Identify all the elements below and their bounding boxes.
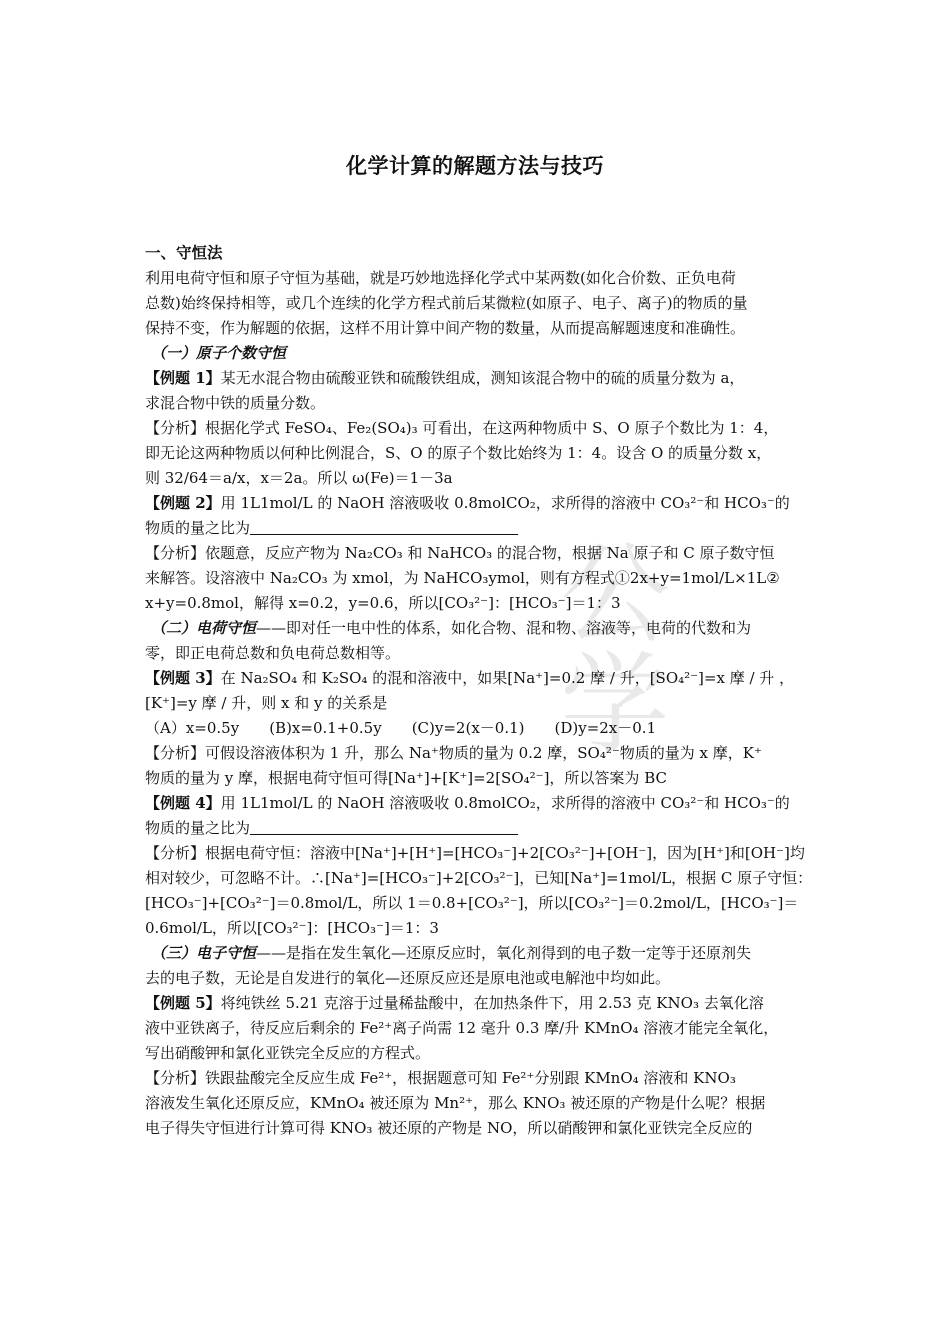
subsection-3-line-2: 去的电子数，无论是自发进行的氧化—还原反应还是原电池或电解池中均如此。 <box>145 969 671 987</box>
example-tag: 【例题 5】 <box>145 994 221 1012</box>
example-text: 物质的量之比为 <box>145 519 251 537</box>
example-tag: 【例题 1】 <box>145 369 221 387</box>
example-tag: 【例题 3】 <box>145 669 221 687</box>
example-5 <box>145 991 813 1016</box>
answer-blank <box>250 820 518 835</box>
intro-line-2: 总数)始终保持相等，或几个连续的化学方程式前后某微粒(如原子、电子、离子)的物质的量 <box>145 294 748 312</box>
subsection-text: ——是指在发生氧化—还原反应时，氧化剂得到的电子数一定等于还原剂失 <box>256 944 752 962</box>
analysis-tag: 【分析】 <box>145 844 206 862</box>
watermark-glyph: 公 学 <box>560 531 670 769</box>
analysis-4-line-4: 0.6mol/L，所以[CO₃²⁻]：[HCO₃⁻]＝1：3 <box>145 919 439 937</box>
example-text: 在 Na₂SO₄ 和 K₂SO₄ 的混和溶液中，如果[Na⁺]=0.2 摩 / 升，[SO₄²⁻]=x 摩 / 升 ， <box>220 669 795 687</box>
example-3 <box>145 666 813 691</box>
subsection-2-line-2: 零，即正电荷总数和负电荷总数相等。 <box>145 644 401 662</box>
example-2-line-2 <box>145 516 813 541</box>
answer-blank <box>250 520 518 535</box>
document-body <box>145 241 813 1141</box>
analysis-3 <box>145 741 813 766</box>
subsection-heading-2: （二）电荷守恒 <box>151 619 257 637</box>
example-text: 物质的量之比为 <box>145 819 251 837</box>
subsection-heading-1: （一）原子个数守恒 <box>151 344 287 362</box>
example-text: 用 1L1mol/L 的 NaOH 溶液吸收 0.8molCO₂，求所得的溶液中 CO₃²⁻和 HCO₃⁻的 <box>220 794 790 812</box>
example-1-line-2: 求混合物中铁的质量分数。 <box>145 394 326 412</box>
example-text: 某无水混合物由硫酸亚铁和硫酸铁组成，测知该混合物中的硫的质量分数为 a， <box>220 369 745 387</box>
subsection-2 <box>145 616 813 641</box>
analysis-4-line-2: 相对较少，可忽略不计。∴[Na⁺]=[HCO₃⁻]+2[CO₃²⁻]，已知[Na⁺]=1mol/L，根据 C 原子守恒： <box>145 869 813 887</box>
analysis-1 <box>145 416 813 441</box>
analysis-4 <box>145 841 813 866</box>
page-title: 化学计算的解题方法与技巧 <box>346 154 604 178</box>
example-5-line-3: 写出硝酸钾和氯化亚铁完全反应的方程式。 <box>145 1044 431 1062</box>
analysis-1-line-2: 即无论这两种物质以何种比例混合，S、O 的原子个数比始终为 1：4。设含 O 的质量分数 x， <box>145 444 772 462</box>
subsection-text: ——即对任一电中性的体系，如化合物、混和物、溶液等，电荷的代数和为 <box>256 619 752 637</box>
analysis-4-line-3: [HCO₃⁻]+[CO₃²⁻]＝0.8mol/L，所以 1＝0.8+[CO₃²⁻]，所以[CO₃²⁻]＝0.2mol/L，[HCO₃⁻]＝ <box>145 894 799 912</box>
analysis-3-line-2: 物质的量为 y 摩，根据电荷守恒可得[Na⁺]+[K⁺]=2[SO₄²⁻]，所以答案为 BC <box>145 769 667 787</box>
intro-line-1: 利用电荷守恒和原子守恒为基础，就是巧妙地选择化学式中某两数(如化合价数、正负电荷 <box>145 269 736 287</box>
example-3-options: （A）x=0.5y (B)x=0.1+0.5y (C)y=2(x－0.1) (D)y=2x－0.1 <box>145 719 657 737</box>
analysis-1-line-3: 则 32/64＝a/x，x＝2a。所以 ω(Fe)＝1－3a <box>145 469 453 487</box>
subsection-3 <box>145 941 813 966</box>
analysis-text: 根据电荷守恒：溶液中[Na⁺]+[H⁺]=[HCO₃⁻]+2[CO₃²⁻]+[OH⁻]，因为[H⁺]和[OH⁻]均 <box>205 844 805 862</box>
analysis-5 <box>145 1066 813 1091</box>
analysis-2-line-3: x+y=0.8mol，解得 x=0.2，y=0.6，所以[CO₃²⁻]：[HCO₃⁻]＝1：3 <box>145 594 621 612</box>
analysis-2-line-2: 来解答。设溶液中 Na₂CO₃ 为 xmol，为 NaHCO₃ymol，则有方程式①2x+y=1mol/L×1L② <box>145 569 780 587</box>
example-tag: 【例题 2】 <box>145 494 221 512</box>
example-4-line-2 <box>145 816 813 841</box>
analysis-5-line-3: 电子得失守恒进行计算可得 KNO₃ 被还原的产物是 NO，所以硝酸钾和氯化亚铁完全反应的 <box>145 1119 753 1137</box>
analysis-5-line-2: 溶液发生氧化还原反应，KMnO₄ 被还原为 Mn²⁺，那么 KNO₃ 被还原的产物是什么呢？根据 <box>145 1094 766 1112</box>
section-heading: 一、守恒法 <box>145 244 223 262</box>
example-text: 将纯铁丝 5.21 克溶于过量稀盐酸中，在加热条件下，用 2.53 克 KNO₃ 去氧化溶 <box>220 994 764 1012</box>
analysis-text: 铁跟盐酸完全反应生成 Fe²⁺，根据题意可知 Fe²⁺分别跟 KMnO₄ 溶液和 KNO₃ <box>205 1069 736 1087</box>
analysis-tag: 【分析】 <box>145 744 206 762</box>
example-text: 用 1L1mol/L 的 NaOH 溶液吸收 0.8molCO₂，求所得的溶液中 CO₃²⁻和 HCO₃⁻的 <box>220 494 790 512</box>
example-4 <box>145 791 813 816</box>
example-1 <box>145 366 813 391</box>
analysis-tag: 【分析】 <box>145 419 206 437</box>
example-tag: 【例题 4】 <box>145 794 221 812</box>
analysis-text: 根据化学式 FeSO₄、Fe₂(SO₄)₃ 可看出，在这两种物质中 S、O 原子个数比为 1：4， <box>205 419 779 437</box>
analysis-tag: 【分析】 <box>145 1069 206 1087</box>
analysis-text: 可假设溶液体积为 1 升，那么 Na⁺物质的量为 0.2 摩，SO₄²⁻物质的量为 x 摩，K⁺ <box>205 744 762 762</box>
analysis-tag: 【分析】 <box>145 544 206 562</box>
analysis-2 <box>145 541 813 566</box>
subsection-heading-3: （三）电子守恒 <box>151 944 257 962</box>
example-3-line-2: [K⁺]=y 摩 / 升，则 x 和 y 的关系是 <box>145 694 388 712</box>
example-5-line-2: 液中亚铁离子，待反应后剩余的 Fe²⁺离子尚需 12 毫升 0.3 摩/升 KMnO₄ 溶液才能完全氧化， <box>145 1019 779 1037</box>
example-2 <box>145 491 813 516</box>
analysis-text: 依题意，反应产物为 Na₂CO₃ 和 NaHCO₃ 的混合物，根据 Na 原子和 C 原子数守恒 <box>205 544 775 562</box>
intro-line-3: 保持不变，作为解题的依据，这样不用计算中间产物的数量，从而提高解题速度和准确性。 <box>145 319 746 337</box>
